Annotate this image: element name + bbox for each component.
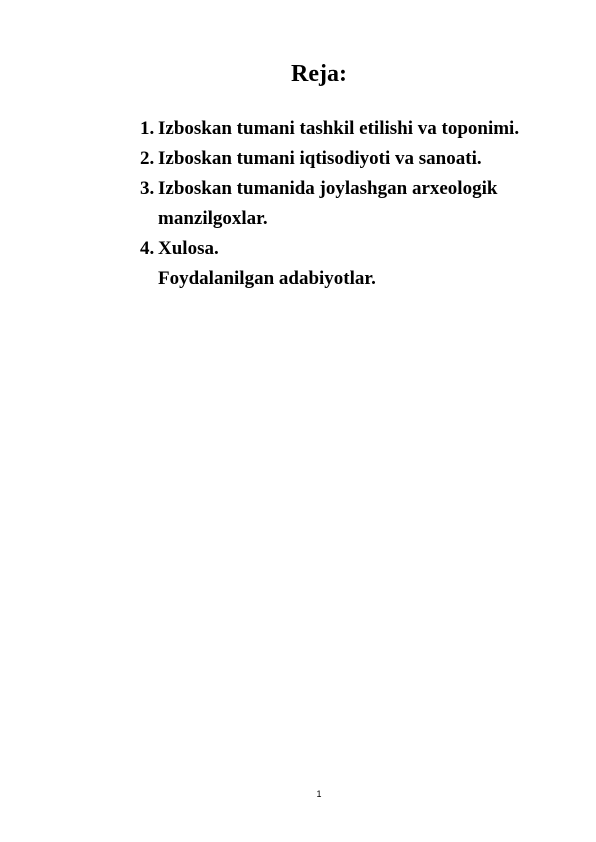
plan-item-text: Izboskan tumanida joylashgan arxeologik manzilgoxlar. (158, 178, 498, 229)
plan-item-number: 1. (140, 118, 155, 139)
page-title: Reja: (291, 61, 347, 87)
plan-item-1 (140, 114, 580, 144)
plan-item-4 (140, 234, 580, 264)
references-line: Foydalanilgan adabiyotlar. (158, 268, 376, 289)
page-number: 1 (316, 789, 322, 799)
plan-list (140, 114, 580, 294)
plan-item-text: Izboskan tumani iqtisodiyoti va sanoati. (158, 148, 482, 169)
plan-item-text: Xulosa. (158, 238, 219, 259)
plan-item-2 (140, 144, 580, 174)
plan-item-number: 2. (140, 148, 155, 169)
plan-item-text: Izboskan tumani tashkil etilishi va toponimi. (158, 118, 520, 139)
plan-item-number: 4. (140, 238, 155, 259)
plan-item-3 (140, 174, 580, 234)
plan-item-number: 3. (140, 178, 155, 199)
